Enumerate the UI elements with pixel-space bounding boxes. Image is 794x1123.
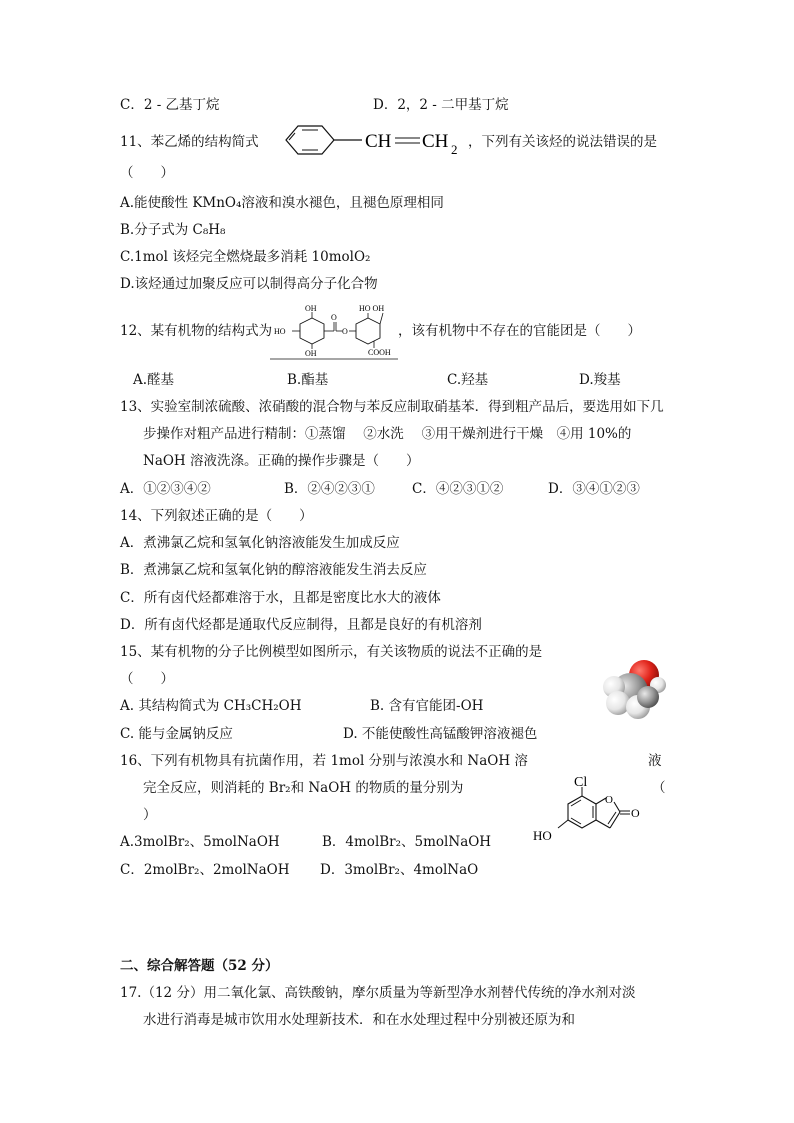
q11-stem: 11、苯乙烯的结构简式: [120, 134, 259, 150]
ho-oh-top-right: HO OH: [359, 304, 385, 313]
hydroxy-chlorocoumarin-structure: [530, 774, 642, 854]
q11-stem-tail: ，下列有关该烃的说法错误的是: [468, 134, 657, 150]
q14-option-d: D．所有卤代烃都是通取代反应制得，且都是良好的有机溶剂: [120, 617, 482, 633]
q14-option-c: C．所有卤代烃都难溶于水，且都是密度比水大的液体: [120, 590, 441, 606]
q13-line-1: 13、实验室制浓硫酸、浓硝酸的混合物与苯反应制取硝基苯．得到粗产品后，要选用如下几: [120, 399, 664, 415]
q11-option-a: A.能使酸性 KMnO₄溶液和溴水褪色，且褪色原理相同: [120, 195, 444, 211]
q12-option-a: A.醛基: [133, 372, 175, 388]
hydroxyl: HO: [533, 828, 552, 843]
q16-option-b: B．4molBr₂、5molNaOH: [322, 834, 492, 850]
carbonyl-oxygen: O: [631, 806, 640, 820]
chlorine: Cl: [574, 775, 588, 790]
styrene-structure: [278, 118, 468, 160]
q15-option-d: D. 不能使酸性高锰酸钾溶液褪色: [343, 726, 538, 742]
q16-option-d: D．3molBr₂、4molNaO: [320, 862, 479, 878]
hydrogen-atom: [606, 691, 630, 715]
q17-line-1: 17.（12 分）用二氧化氯、高铁酸钠，摩尔质量为等新型净水剂替代传统的净水剂对淡: [120, 985, 636, 1001]
q15-option-a: A. 其结构简式为 CH₃CH₂OH: [120, 698, 302, 714]
q13-line-3: NaOH 溶液洗涤。正确的操作步骤是（ ）: [143, 453, 420, 469]
cooh: COOH: [368, 348, 391, 357]
formula-subscript: 2: [451, 142, 458, 157]
q14-stem: 14、下列叙述正确的是（ ）: [120, 508, 313, 524]
q11-option-d: D.该烃通过加聚反应可以制得高分子化合物: [120, 276, 378, 292]
oh-bottom: OH: [305, 349, 317, 358]
q13-option-c: C．④②③①②: [412, 481, 504, 497]
q17-line-2: 水进行消毒是城市饮用水处理新技术．和在水处理过程中分别被还原为和: [143, 1012, 575, 1028]
q13-option-a: A．①②③④②: [120, 481, 211, 497]
q11-option-c: C.1mol 该烃完全燃烧最多消耗 10molO₂: [120, 249, 371, 265]
oh-top-left: OH: [305, 304, 317, 313]
q12-option-d: D.羧基: [579, 372, 621, 388]
q16-line-2: 完全反应，则消耗的 Br₂和 NaOH 的物质的量分别为: [143, 780, 464, 796]
formula-ch: CH: [365, 131, 392, 152]
q12-stem-tail: ，该有机物中不存在的官能团是（ ）: [398, 323, 641, 339]
q16-option-c: C．2molBr₂、2molNaOH: [120, 862, 290, 878]
q15-option-c: C. 能与金属钠反应: [120, 726, 233, 742]
q16-line-1-tail: 液: [648, 753, 662, 769]
q12-stem: 12、某有机物的结构式为: [120, 323, 273, 339]
q14-option-a: A．煮沸氯乙烷和氢氧化钠溶液能发生加成反应: [120, 535, 400, 551]
ring-oxygen: O: [605, 794, 613, 806]
q12-option-b: B.酯基: [287, 372, 329, 388]
q15-option-b: B. 含有官能团-OH: [370, 698, 484, 714]
formula-ch2: CH: [422, 131, 449, 152]
q10-option-c: C．2 - 乙基丁烷: [120, 97, 220, 113]
carbonyl-o: O: [331, 313, 337, 322]
q13-option-d: D．③④①②③: [548, 481, 640, 497]
q12-structure: [270, 300, 400, 364]
ho-left: HO: [274, 327, 286, 336]
q12-option-c: C.羟基: [447, 372, 489, 388]
q16-option-a: A.3molBr₂、5molNaOH: [120, 834, 280, 850]
q15-paren: （ ）: [120, 671, 174, 687]
q14-option-b: B．煮沸氯乙烷和氢氧化钠的醇溶液能发生消去反应: [120, 562, 427, 578]
q15-stem: 15、某有机物的分子比例模型如图所示，有关该物质的说法不正确的是: [120, 644, 543, 660]
ester-o: O: [342, 327, 348, 336]
carbon-atom: [637, 686, 659, 708]
q16-line-1: 16、下列有机物具有抗菌作用，若 1mol 分别与浓溴水和 NaOH 溶: [120, 753, 528, 769]
q11-paren: （ ）: [120, 165, 174, 181]
q10-option-d: D．2，2 - 二甲基丁烷: [373, 97, 509, 113]
ethanol-space-filling-model: [596, 653, 670, 725]
q16-paren-open: （: [652, 780, 666, 796]
q16-paren-close: ）: [143, 807, 157, 823]
q13-line-2: 步操作对粗产品进行精制：①蒸馏 ②水洗 ③用干燥剂进行干燥 ④用 10%的: [143, 426, 632, 442]
q11-option-b: B.分子式为 C₈H₈: [120, 222, 226, 238]
q13-option-b: B．②④②③①: [284, 481, 375, 497]
section-2-heading: 二、综合解答题（52 分）: [120, 958, 279, 974]
